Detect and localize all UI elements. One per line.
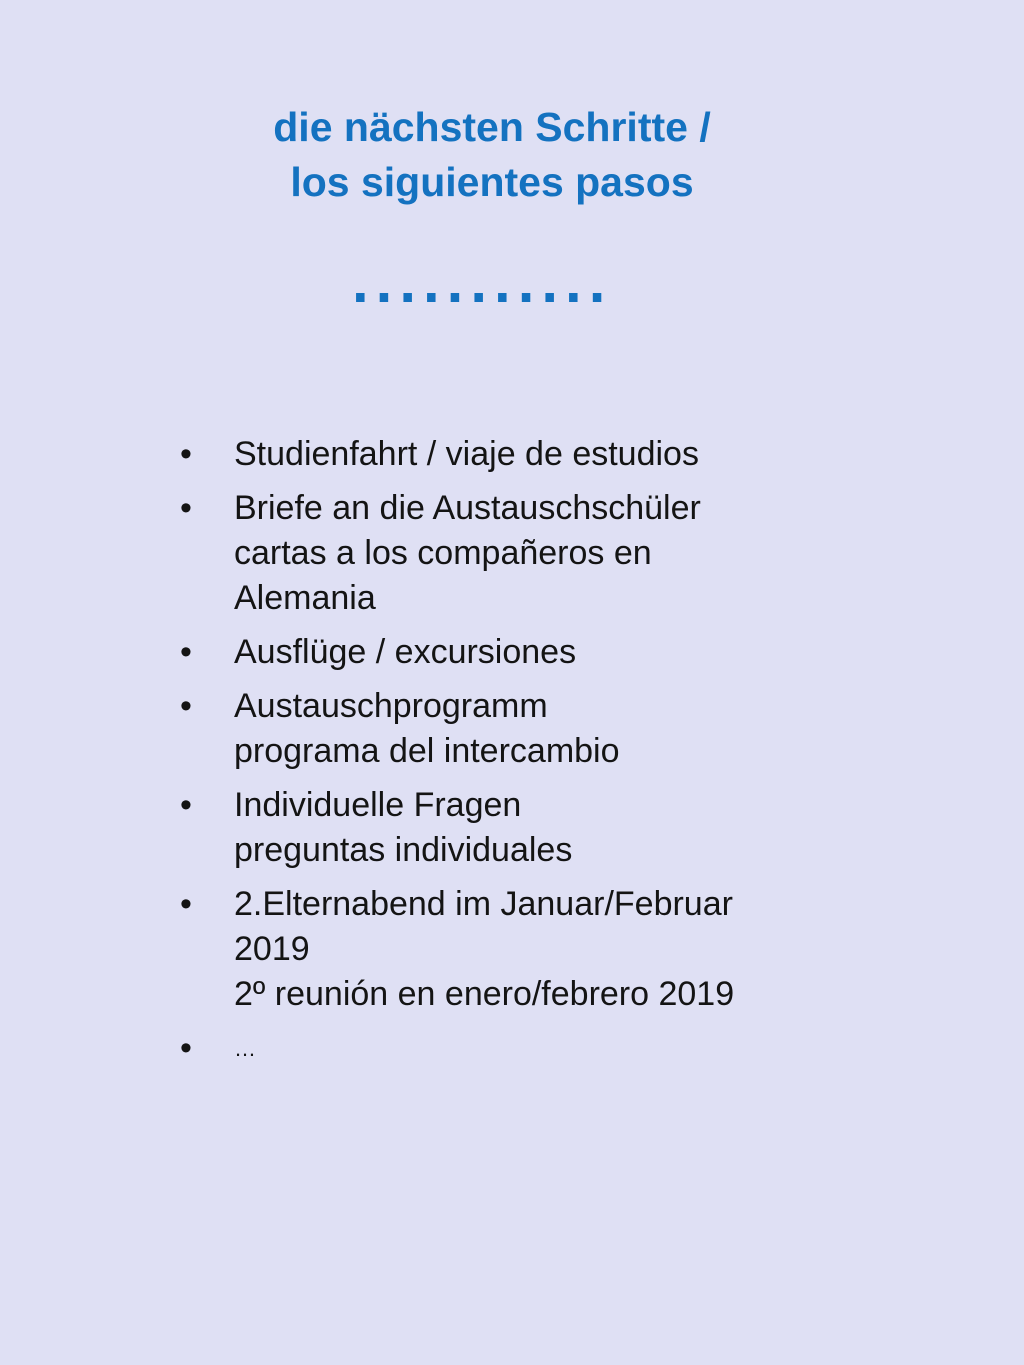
list-item xyxy=(180,1026,840,1071)
list-item-text: Austauschprogramm xyxy=(234,687,548,725)
bullet-icon: • xyxy=(180,786,192,824)
bullet-icon: • xyxy=(180,1029,192,1067)
list-item-text: Ausflüge / excursiones xyxy=(234,633,577,671)
list-item xyxy=(180,783,840,873)
list-item xyxy=(180,432,840,477)
bullet-icon: • xyxy=(180,885,192,923)
steps-list xyxy=(180,432,840,1080)
bullet-icon: • xyxy=(180,489,192,527)
list-item-text: cartas a los compañeros en xyxy=(234,534,652,572)
list-item xyxy=(180,882,840,1017)
list-item-text: programa del intercambio xyxy=(234,732,620,770)
dotted-separator: ........... xyxy=(352,248,613,315)
list-item-text: preguntas individuales xyxy=(234,831,573,869)
list-item-text: … xyxy=(234,1036,256,1061)
list-item-text: 2º reunión en enero/febrero 2019 xyxy=(234,975,735,1013)
bullet-icon: • xyxy=(180,435,192,473)
title-line-german: die nächsten Schritte / xyxy=(273,104,711,150)
list-item-text: Briefe an die Austauschschüler xyxy=(234,489,701,527)
list-item-text: Individuelle Fragen xyxy=(234,786,522,824)
list-item xyxy=(180,630,840,675)
list-item xyxy=(180,684,840,774)
list-item-text: 2019 xyxy=(234,930,310,968)
bullet-icon: • xyxy=(180,633,192,671)
title-line-spanish: los siguientes pasos xyxy=(290,159,694,205)
list-item xyxy=(180,486,840,621)
list-item-text: Studienfahrt / viaje de estudios xyxy=(234,435,699,473)
list-item-text: 2.Elternabend im Januar/Februar xyxy=(234,885,733,923)
slide-title xyxy=(0,100,984,210)
list-item-text: Alemania xyxy=(234,579,376,617)
bullet-icon: • xyxy=(180,687,192,725)
